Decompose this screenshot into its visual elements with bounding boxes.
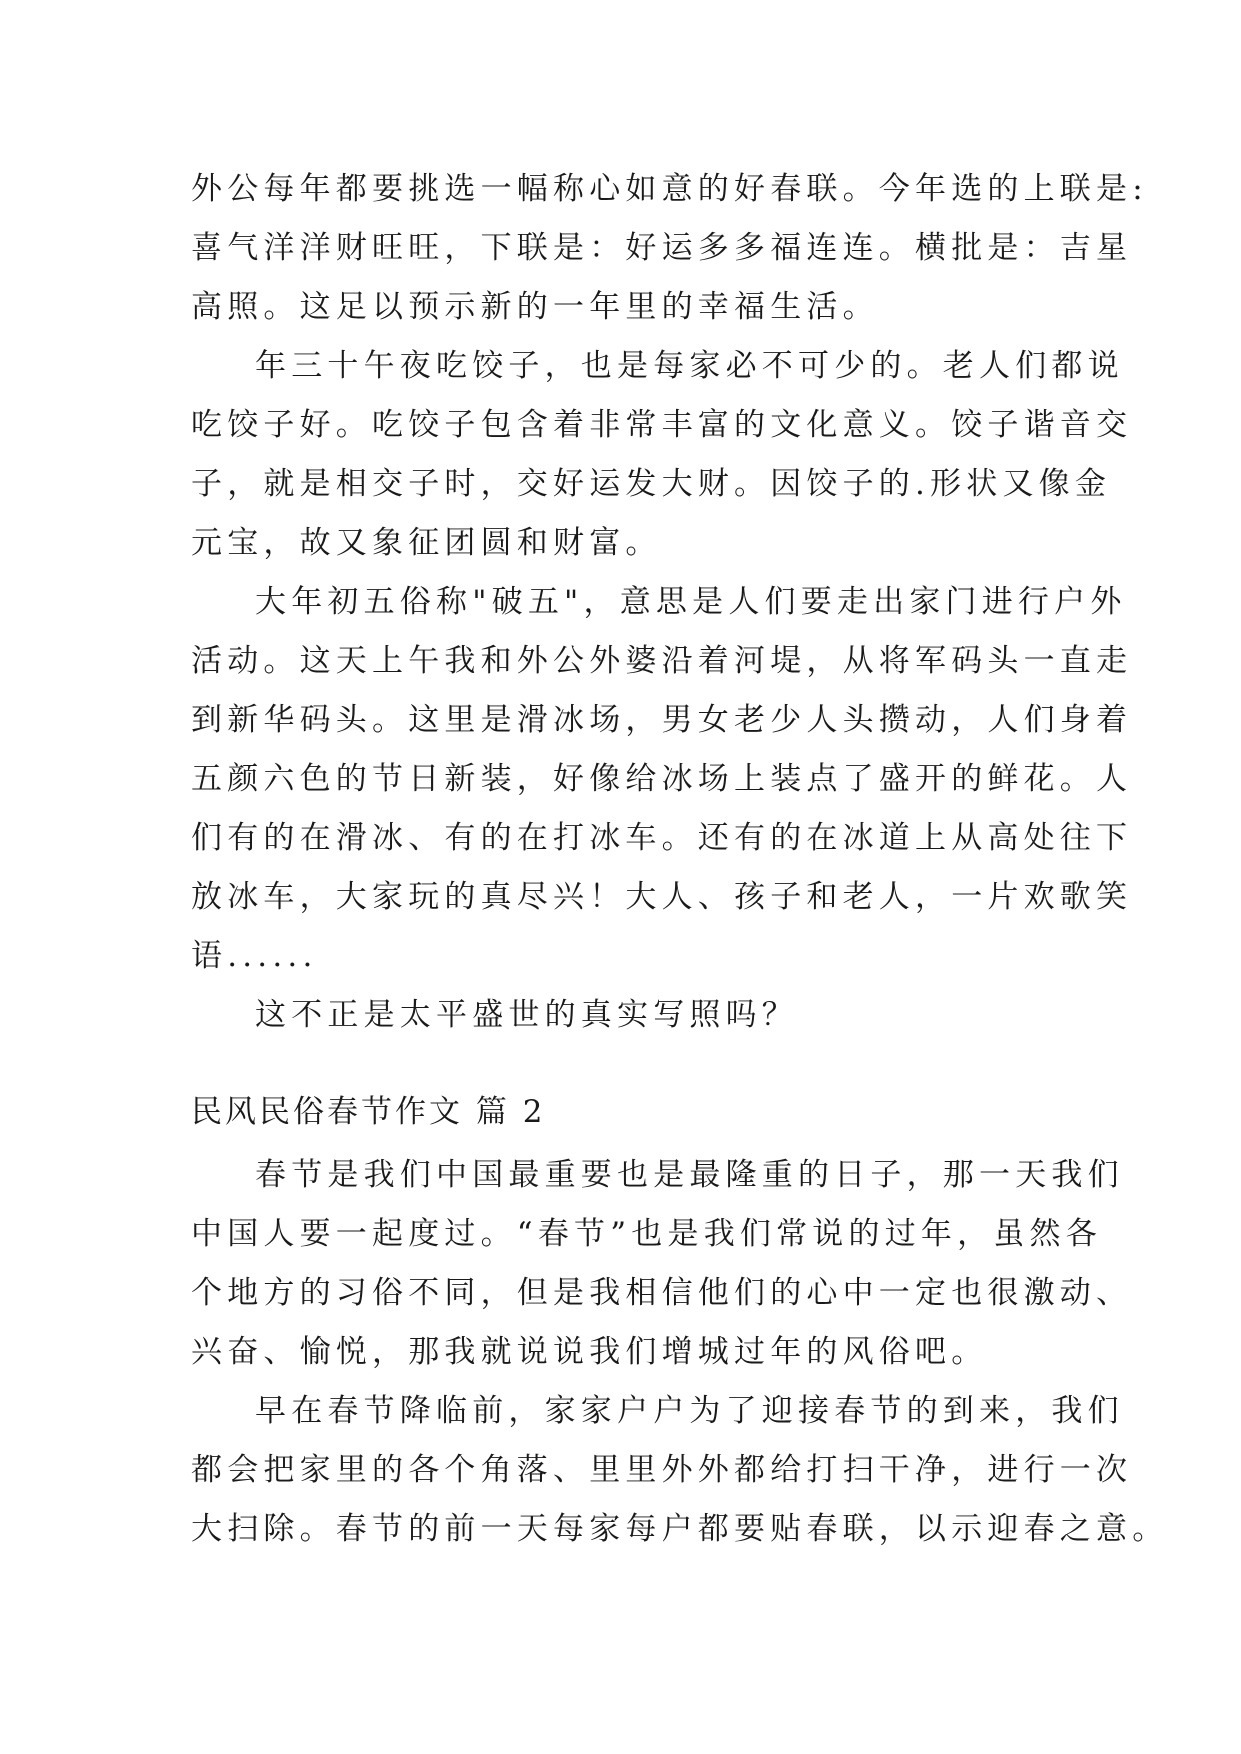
text-line: 兴奋、愉悦，那我就说说我们增城过年的风俗吧。 <box>191 1334 988 1370</box>
text-line: 中国人要一起度过。“春节”也是我们常说的过年，虽然各 <box>191 1216 1102 1252</box>
text-line: 到新华码头。这里是滑冰场，男女老少人头攒动，人们身着 <box>191 702 1133 738</box>
text-line: 放冰车，大家玩的真尽兴！大人、孩子和老人，一片欢歌笑 <box>191 879 1133 915</box>
text-line: 这不正是太平盛世的真实写照吗？ <box>255 997 798 1033</box>
paragraph-powu <box>191 573 1133 986</box>
text-line: 高照。这足以预示新的一年里的幸福生活。 <box>191 289 879 325</box>
text-line: 都会把家里的各个角落、里里外外都给打扫干净，进行一次 <box>191 1452 1133 1488</box>
paragraph-spring-festival-intro <box>191 1146 1133 1382</box>
text-line: 元宝，故又象征团圆和财富。 <box>191 525 662 561</box>
text-line: 吃饺子好。吃饺子包含着非常丰富的文化意义。饺子谐音交 <box>191 407 1133 443</box>
text-line: 年三十午夜吃饺子，也是每家必不可少的。老人们都说 <box>255 348 1124 384</box>
text-line: 活动。这天上午我和外公外婆沿着河堤，从将军码头一直走 <box>191 643 1133 679</box>
text-line: 大扫除。春节的前一天每家每户都要贴春联，以示迎春之意。 <box>191 1511 1169 1547</box>
paragraph-couplets <box>191 160 1148 337</box>
text-line: 语...... <box>191 938 318 974</box>
text-line: 春节是我们中国最重要也是最隆重的日子，那一天我们 <box>255 1157 1124 1193</box>
text-line: 大年初五俗称"破五"，意思是人们要走出家门进行户外 <box>255 584 1127 620</box>
text-line: 外公每年都要挑选一幅称心如意的好春联。今年选的上联是: <box>191 171 1148 207</box>
text-line: 个地方的习俗不同，但是我相信他们的心中一定也很激动、 <box>191 1275 1133 1311</box>
text-line: 早在春节降临前，家家户户为了迎接春节的到来，我们 <box>255 1393 1124 1429</box>
text-line: 子，就是相交子时，交好运发大财。因饺子的.形状又像金 <box>191 466 1112 502</box>
text-line: 们有的在滑冰、有的在打冰车。还有的在冰道上从高处往下 <box>191 820 1133 856</box>
text-line: 五颜六色的节日新装，好像给冰场上装点了盛开的鲜花。人 <box>191 761 1133 797</box>
section-1-body <box>191 160 1148 1045</box>
paragraph-dumplings <box>191 337 1133 573</box>
paragraph-closing <box>191 986 1071 1045</box>
paragraph-cleaning <box>191 1382 1169 1559</box>
text-line: 喜气洋洋财旺旺，下联是：好运多多福连连。横批是：吉星 <box>191 230 1133 266</box>
section-2-body <box>191 1146 1169 1559</box>
section-heading: 民风民俗春节作文 篇 2 <box>191 1094 546 1130</box>
